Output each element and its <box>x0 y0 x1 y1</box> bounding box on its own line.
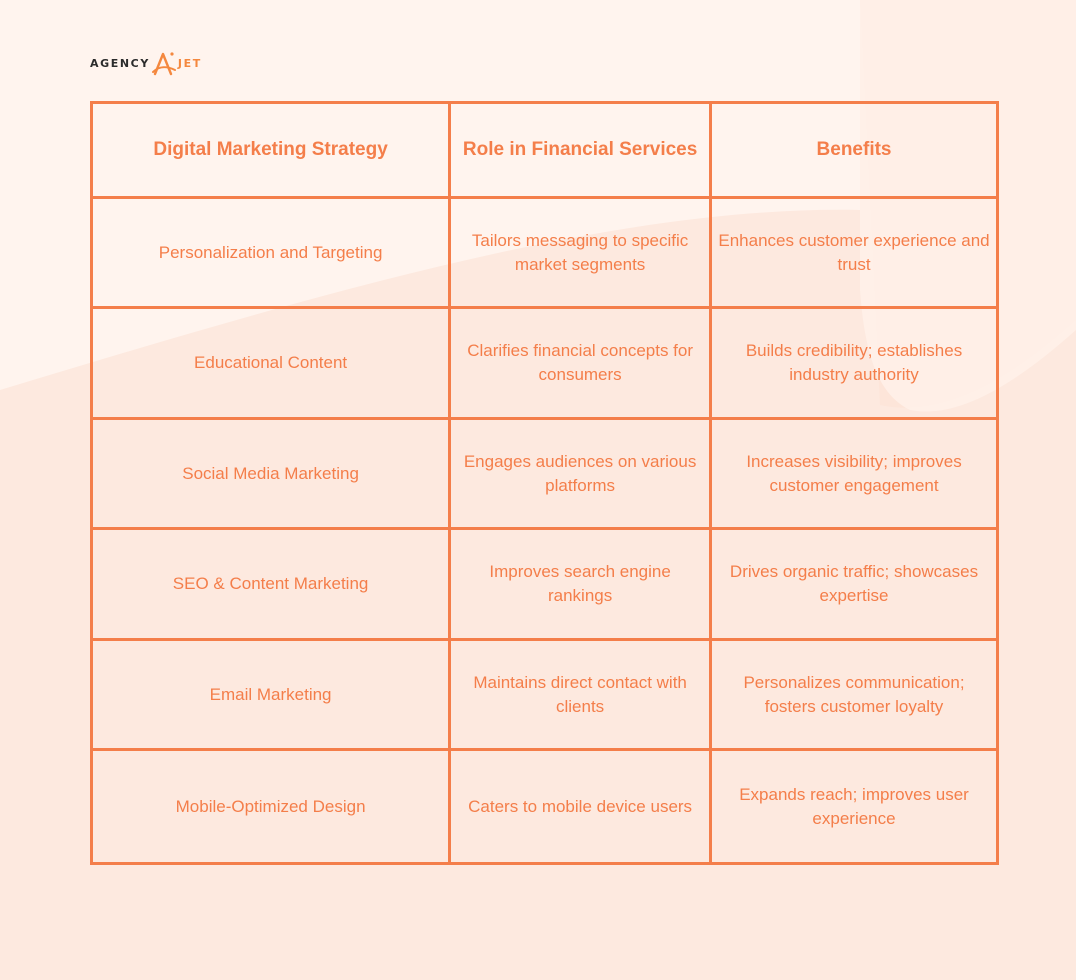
cell-strategy: Mobile-Optimized Design <box>92 750 450 864</box>
cell-role: Engages audiences on various platforms <box>450 418 711 528</box>
logo-text-jet: JET <box>177 56 202 70</box>
logo-text-agency: AGENCY <box>90 56 150 70</box>
cell-strategy: Educational Content <box>92 308 450 418</box>
cell-strategy: Personalization and Targeting <box>92 198 450 308</box>
cell-benefits: Drives organic traffic; showcases expertise <box>711 529 998 639</box>
table-row <box>92 639 998 749</box>
header-strategy: Digital Marketing Strategy <box>92 103 450 198</box>
table-header-row <box>92 103 998 198</box>
cell-strategy: SEO & Content Marketing <box>92 529 450 639</box>
cell-benefits: Personalizes communication; fosters customer loyalty <box>711 639 998 749</box>
cell-role: Clarifies financial concepts for consumers <box>450 308 711 418</box>
strategy-table <box>90 101 999 865</box>
header-benefits: Benefits <box>711 103 998 198</box>
rocket-a-icon <box>151 48 177 78</box>
header-role: Role in Financial Services <box>450 103 711 198</box>
cell-benefits: Enhances customer experience and trust <box>711 198 998 308</box>
cell-role: Maintains direct contact with clients <box>450 639 711 749</box>
cell-benefits: Expands reach; improves user experience <box>711 750 998 864</box>
table-row <box>92 308 998 418</box>
cell-benefits: Builds credibility; establishes industry authority <box>711 308 998 418</box>
cell-role: Improves search engine rankings <box>450 529 711 639</box>
cell-role: Caters to mobile device users <box>450 750 711 864</box>
cell-role: Tailors messaging to specific market segments <box>450 198 711 308</box>
agency-jet-logo <box>90 48 202 78</box>
table-row <box>92 418 998 528</box>
cell-strategy: Email Marketing <box>92 639 450 749</box>
table-row <box>92 198 998 308</box>
strategy-table-container <box>90 101 999 865</box>
cell-benefits: Increases visibility; improves customer engagement <box>711 418 998 528</box>
cell-strategy: Social Media Marketing <box>92 418 450 528</box>
table-row <box>92 750 998 864</box>
table-row <box>92 529 998 639</box>
